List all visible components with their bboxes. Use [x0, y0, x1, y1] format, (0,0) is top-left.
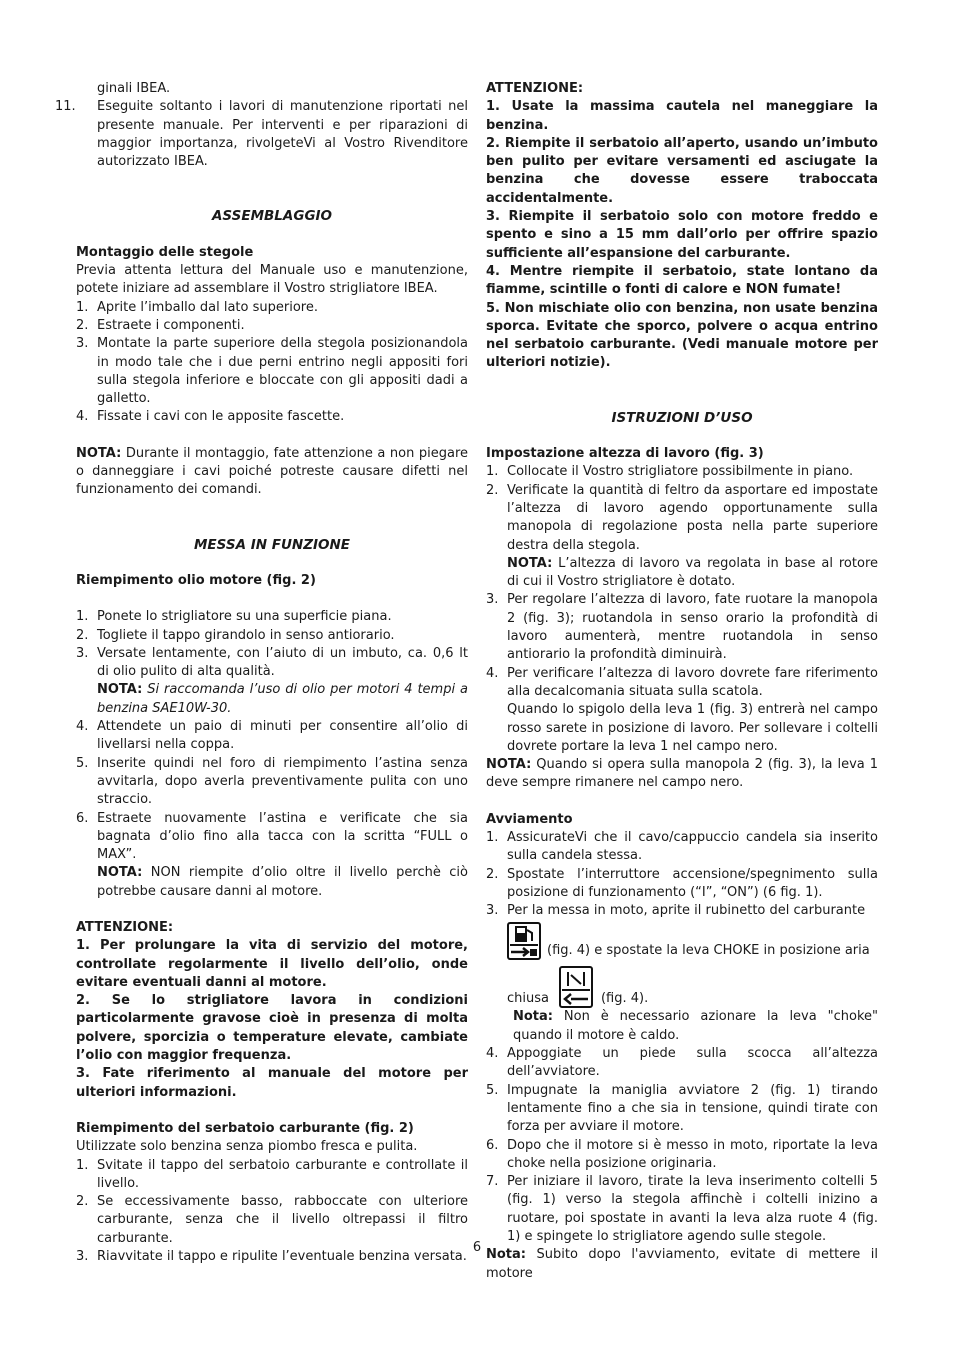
item-text: ginali IBEA.	[97, 81, 171, 96]
warning-item: 3. Riempite il serbatoio solo con motore freddo e spento e sino a 15 mm dall’orlo per offrire spazio sufficiente all’espansione del carburante.	[486, 209, 878, 261]
subheading-avviamento: Avviamento	[486, 811, 573, 827]
warning-item: 1. Usate la massima cautela nel maneggiare la benzina.	[486, 99, 878, 133]
list-item	[76, 645, 468, 682]
item-text: Impugnate la maniglia avviatore 2 (fig. 1) tirando lentamente fino a che sia in tensione, quindi tirate con forza per avviare il motore.	[507, 1082, 878, 1135]
item-number: 6.	[76, 810, 89, 826]
item-text: Per iniziare il lavoro, tirate la leva inserimento coltelli 5 (fig. 1) verso la stegola affinchè i coltelli inizino a ruotare, poi spostate in avanti la leva alza ruote 4 (fig. 1) e spingete lo strigliatore agendo sulle stegole.	[507, 1174, 878, 1245]
list-item	[76, 1157, 468, 1194]
list-item	[76, 608, 468, 626]
item-number: 2.	[76, 1194, 89, 1210]
note-paragraph	[486, 756, 878, 793]
item-number: 1.	[486, 464, 499, 480]
note-label: Nota:	[513, 1009, 553, 1025]
warning-item: 1. Per prolungare la vita di servizio del motore, controllate regolarmente il livello dell’olio, onde evitare eventuali danni al motore.	[76, 938, 468, 990]
item-text: Svitate il tappo del serbatoio carburante e controllate il livello.	[97, 1157, 468, 1191]
item-number: 3.	[76, 645, 89, 661]
list-item	[486, 1082, 878, 1137]
item-text: (fig. 4).	[600, 991, 649, 1007]
list-item-note	[486, 555, 878, 592]
item-number: 7.	[486, 1174, 499, 1190]
item-number: 2.	[486, 482, 499, 498]
list-item	[486, 482, 878, 555]
item-text: Eseguite soltanto i lavori di manutenzione riportati nel presente manuale. Per interventi e per riparazioni di maggior importanza, rivolgeteVi al Vostro Rivenditore autorizzato IBEA.	[97, 99, 468, 170]
item-text: Attendete un paio di minuti per consentire all’olio di livellarsi nella coppa.	[97, 719, 468, 753]
list-item	[76, 627, 468, 645]
item-text: Appoggiate un piede sulla scocca all’altezza dell’avviatore.	[507, 1046, 878, 1080]
item-number: 3.	[486, 903, 499, 919]
paragraph: Previa attenta lettura del Manuale uso e manutenzione, potete iniziare ad assemblare il Vostro strigliatore IBEA.	[76, 263, 468, 297]
item-text: Fissate i cavi con le apposite fascette.	[97, 409, 345, 425]
item-number: 5.	[76, 755, 89, 771]
warning-item: 3. Fate riferimento al manuale del motore per ulteriori informazioni.	[76, 1066, 468, 1100]
page-number: 6	[472, 1240, 482, 1255]
item-text: chiusa	[507, 991, 549, 1007]
fuel-tap-icon	[507, 922, 541, 960]
section-heading-istruzioni: ISTRUZIONI D’USO	[611, 409, 753, 426]
list-item	[486, 463, 878, 481]
item-number: 3.	[486, 592, 499, 608]
fuel-line	[507, 922, 878, 960]
item-number: 11.	[55, 99, 76, 115]
item-text: Verificate la quantità di feltro da asportare ed impostate l’altezza di lavoro agendo opportunamente sulla manopola di regolazione posta nella parte superiore destra della stegola.	[507, 482, 878, 553]
item-text: Aprite l’imballo dal lato superiore.	[97, 299, 318, 315]
list-item	[76, 408, 468, 426]
subheading-montaggio: Montaggio delle stegole	[76, 244, 254, 260]
list-item	[76, 80, 468, 98]
item-text: Versate lentamente, con l’aiuto di un imbuto, ca. 0,6 lt di olio pulito di alta qualità.	[97, 645, 468, 680]
item-number: 4.	[76, 409, 89, 425]
note-label: NOTA:	[507, 555, 553, 571]
list-item	[486, 1173, 878, 1246]
note-text: Durante il montaggio, fate attenzione a non piegare o danneggiare i cavi poiché potreste causare difetti nel funzionamento dei comandi.	[76, 445, 468, 498]
list-item	[486, 1137, 878, 1174]
warning-item: 5. Non mischiate olio con benzina, non usate benzina sporca. Evitate che sporco, polvere o acqua entrino nel serbatoio carburante. (Vedi manuale motore per ulteriori notizie).	[486, 300, 878, 371]
list-item	[76, 810, 468, 865]
item-number: 3.	[76, 1249, 89, 1265]
item-number: 4.	[486, 1046, 499, 1062]
item-text: Per la messa in moto, aprite il rubinetto del carburante	[507, 903, 866, 919]
list-item	[486, 902, 878, 1008]
item-number: 5.	[486, 1082, 499, 1098]
note-text: Si raccomanda l’uso di olio per motori 4 tempi a benzina SAE10W-30.	[97, 682, 468, 716]
list-item-note	[76, 681, 468, 718]
right-column	[486, 80, 878, 1283]
item-text: Quando lo spigolo della leva 1 (fig. 3) entrerà nel campo rosso sarete in posizione di lavoro. Per sollevare i coltelli dovrete portare la leva 1 nel campo nero.	[507, 702, 878, 754]
list-item-note	[76, 864, 468, 901]
item-number: 1.	[76, 299, 89, 315]
note-text: L’altezza di lavoro va regolata in base al rotore di cui il Vostro strigliatore è dotato.	[507, 555, 878, 590]
note-text: Subito dopo l'avviamento, evitate di mettere il motore	[486, 1247, 878, 1281]
item-text: Montate la parte superiore della stegola posizionandola in modo tale che i due perni entrino negli appositi fori sulla stegola inferiore e bloccate con gli appositi dadi a galletto.	[97, 336, 468, 407]
list-item	[76, 755, 468, 810]
item-number: 4.	[486, 665, 499, 681]
list-item-note	[486, 1008, 878, 1045]
list-item	[486, 829, 878, 866]
subheading-olio: Riempimento olio motore (fig. 2)	[76, 572, 316, 588]
item-text: Inserite quindi nel foro di riempimento l’astina senza avvitarla, dopo averla preventivamente pulita con uno straccio.	[97, 755, 468, 808]
list-item	[76, 299, 468, 317]
item-text: Estraete i componenti.	[97, 317, 245, 333]
item-number: 2.	[486, 866, 499, 882]
item-text: Riavvitate il tappo e ripulite l’eventuale benzina versata.	[97, 1249, 467, 1265]
item-text: Se eccessivamente basso, rabboccate con ulteriore carburante, senza che il livello oltrepassi il filtro carburante.	[97, 1194, 468, 1246]
item-text: AssicurateVi che il cavo/cappuccio candela sia inserito sulla candela stessa.	[507, 829, 878, 864]
list-item	[76, 718, 468, 755]
item-number: 3.	[76, 336, 89, 352]
note-text: NON riempite d’olio oltre il livello perchè ciò potrebbe causare danni al motore.	[97, 865, 468, 899]
item-number: 4.	[76, 719, 89, 735]
list-item	[76, 317, 468, 335]
note-label: Nota:	[486, 1247, 526, 1263]
choke-icon	[559, 966, 593, 1008]
item-number: 2.	[76, 627, 89, 643]
warning-item: 2. Riempite il serbatoio all’aperto, usando un’imbuto ben pulito per evitare versamenti ed asciugate la benzina che dovesse essere traboccata accidentalmente.	[486, 135, 878, 206]
section-heading-assemblaggio: ASSEMBLAGGIO	[211, 208, 333, 225]
note-paragraph	[76, 445, 468, 500]
item-number: 1.	[486, 829, 499, 845]
subheading-carburante: Riempimento del serbatoio carburante (fig. 2)	[76, 1120, 414, 1136]
list-item	[55, 98, 468, 171]
item-text: Spostate l’interruttore accensione/spegnimento sulla posizione di funzionamento (“I”, “ON”) (6 fig. 1).	[507, 866, 878, 900]
item-text: Collocate il Vostro strigliatore possibilmente in piano.	[507, 464, 854, 480]
subheading-altezza: Impostazione altezza di lavoro (fig. 3)	[486, 446, 764, 462]
warning-heading: ATTENZIONE:	[486, 81, 584, 96]
item-text: Per verificare l’altezza di lavoro dovrete fare riferimento alla decalcomania situata sulla scatola.	[507, 665, 878, 699]
section-heading-messa-in-funzione: MESSA IN FUNZIONE	[193, 536, 351, 553]
note-label: NOTA:	[97, 865, 143, 881]
item-text: (fig. 4) e spostate la leva CHOKE in posizione aria	[547, 943, 870, 959]
left-column	[55, 80, 468, 1266]
note-label: NOTA:	[97, 682, 143, 698]
note-label: NOTA:	[486, 757, 532, 773]
item-text: Dopo che il motore si è messo in moto, riportate la leva choke nella posizione originaria.	[507, 1137, 878, 1171]
list-item	[486, 665, 878, 702]
note-label: NOTA:	[76, 445, 122, 461]
list-item-continuation	[486, 701, 878, 756]
item-text: Estraete nuovamente l’astina e verificate che sia bagnata d’olio fino alla tacca con la scritta “FULL o MAX”.	[97, 810, 468, 863]
list-item	[486, 1045, 878, 1082]
warning-item: 4. Mentre riempite il serbatoio, state lontano da fiamme, scintille o fonti di calore e NON fumate!	[486, 263, 878, 298]
item-number: 1.	[76, 1157, 89, 1173]
list-item	[486, 866, 878, 903]
item-number: 2.	[76, 317, 89, 333]
paragraph: Utilizzate solo benzina senza piombo fresca e pulita.	[76, 1139, 418, 1155]
item-text: Per regolare l’altezza di lavoro, fate ruotare la manopola 2 (fig. 3); ruotandola in senso orario la profondità di lavoro aumenterà, mentre ruotandola in senso antiorario la profondità diminuirà.	[507, 592, 878, 663]
item-text: Togliete il tappo girandolo in senso antiorario.	[97, 627, 395, 643]
warning-item: 2. Se lo strigliatore lavora in condizioni particolarmente gravose cioè in presenza di molta polvere, sporcizia o temperature elevate, cambiate l’olio con maggior frequenza.	[76, 993, 468, 1064]
note-text: Quando si opera sulla manopola 2 (fig. 3), la leva 1 deve sempre rimanere nel campo nero.	[486, 757, 878, 791]
list-item	[486, 591, 878, 664]
item-number: 6.	[486, 1137, 499, 1153]
note-text: Non è necessario azionare la leva "choke" quando il motore è caldo.	[513, 1009, 878, 1043]
item-number: 1.	[76, 609, 89, 625]
item-text: Ponete lo strigliatore su una superficie piana.	[97, 609, 392, 625]
choke-line	[507, 966, 878, 1008]
warning-heading: ATTENZIONE:	[76, 919, 174, 935]
list-item	[76, 335, 468, 408]
